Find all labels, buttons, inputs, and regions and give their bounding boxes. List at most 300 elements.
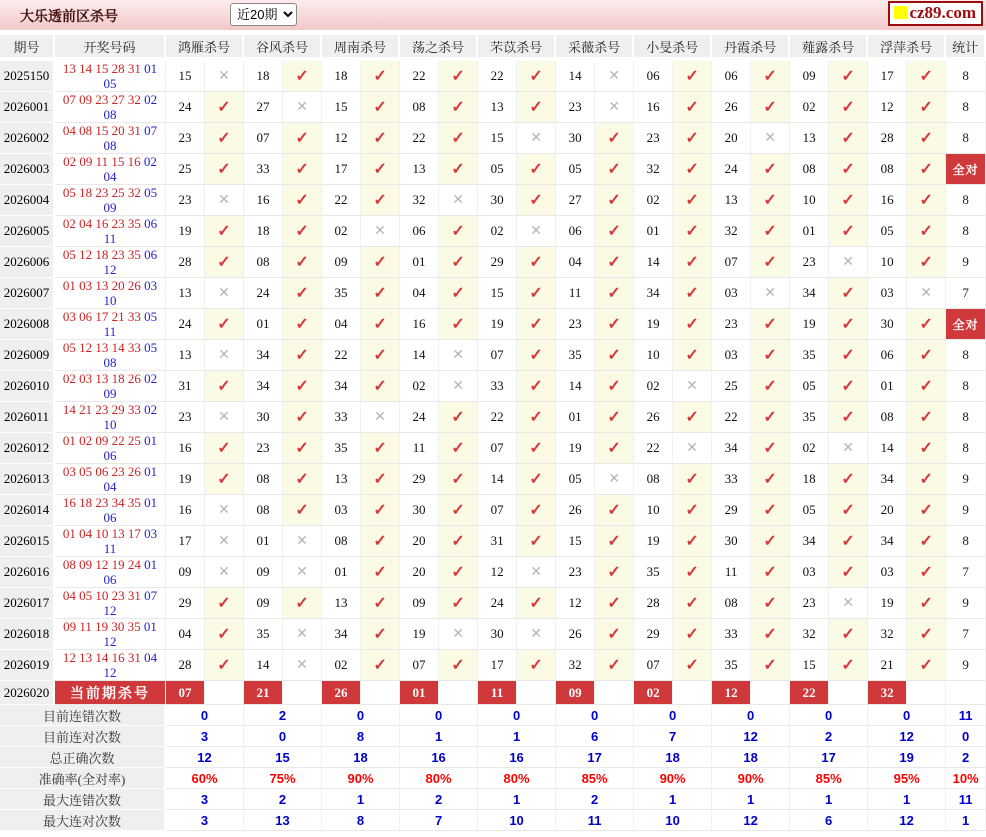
kill-result-cell bbox=[283, 340, 322, 371]
empty-cell bbox=[673, 681, 712, 705]
kill-number-cell: 12 bbox=[322, 123, 361, 154]
kill-result-cell bbox=[361, 92, 400, 123]
kill-number-cell: 34 bbox=[868, 464, 907, 495]
summary-value-cell: 8 bbox=[322, 810, 400, 831]
kill-number-cell: 20 bbox=[868, 495, 907, 526]
summary-value-cell: 80% bbox=[478, 768, 556, 789]
kill-result-cell bbox=[829, 495, 868, 526]
kill-number-cell: 08 bbox=[790, 154, 829, 185]
kill-number-cell: 09 bbox=[322, 247, 361, 278]
check-icon: ✓ bbox=[373, 378, 387, 395]
kill-number-cell: 02 bbox=[322, 650, 361, 681]
check-icon: ✓ bbox=[373, 285, 387, 302]
kill-number-cell: 30 bbox=[478, 185, 517, 216]
kill-number-cell: 33 bbox=[712, 619, 751, 650]
check-icon: ✓ bbox=[763, 68, 777, 85]
table-row bbox=[0, 588, 986, 619]
kill-result-cell bbox=[673, 464, 712, 495]
kill-result-cell bbox=[673, 92, 712, 123]
check-icon: ✓ bbox=[217, 595, 231, 612]
kill-result-cell bbox=[361, 619, 400, 650]
current-kill-number-cell: 02 bbox=[634, 681, 673, 705]
draw-numbers-cell bbox=[55, 433, 166, 464]
yellow-square-icon bbox=[894, 6, 907, 19]
kill-result-cell bbox=[673, 309, 712, 340]
kill-result-cell bbox=[595, 247, 634, 278]
kill-number-cell: 08 bbox=[244, 495, 283, 526]
kill-result-cell bbox=[439, 619, 478, 650]
summary-value-cell: 1 bbox=[478, 789, 556, 810]
kill-number-cell: 02 bbox=[634, 185, 673, 216]
kill-result-cell bbox=[361, 464, 400, 495]
stat-count-cell: 8 bbox=[946, 340, 986, 371]
check-icon: ✓ bbox=[373, 595, 387, 612]
period-cell: 2026016 bbox=[0, 557, 55, 588]
kill-result-cell bbox=[205, 464, 244, 495]
kill-result-cell bbox=[517, 371, 556, 402]
check-icon: ✓ bbox=[919, 254, 933, 271]
table-row bbox=[0, 340, 986, 371]
summary-value-cell: 0 bbox=[478, 705, 556, 726]
back-zone-number-1: 06 bbox=[144, 247, 158, 262]
kill-result-cell bbox=[829, 402, 868, 433]
summary-value-cell: 80% bbox=[400, 768, 478, 789]
kill-number-cell: 23 bbox=[556, 92, 595, 123]
current-kill-number-cell: 21 bbox=[244, 681, 283, 705]
period-cell: 2026008 bbox=[0, 309, 55, 340]
summary-value-cell: 1 bbox=[868, 789, 946, 810]
kill-result-cell bbox=[517, 464, 556, 495]
table-row bbox=[0, 216, 986, 247]
kill-number-cell: 34 bbox=[790, 278, 829, 309]
kill-number-cell: 26 bbox=[556, 619, 595, 650]
kill-number-cell: 24 bbox=[244, 278, 283, 309]
cross-icon: ✕ bbox=[374, 409, 386, 425]
kill-result-cell bbox=[829, 557, 868, 588]
site-logo-text: cz89.com bbox=[909, 3, 976, 22]
kill-result-cell bbox=[205, 588, 244, 619]
kill-number-cell: 33 bbox=[712, 464, 751, 495]
kill-number-cell: 01 bbox=[634, 216, 673, 247]
kill-result-cell bbox=[205, 154, 244, 185]
current-kill-number-cell: 22 bbox=[790, 681, 829, 705]
draw-numbers-cell bbox=[55, 123, 166, 154]
back-zone-number-2: 10 bbox=[103, 293, 117, 308]
check-icon: ✓ bbox=[763, 192, 777, 209]
check-icon: ✓ bbox=[763, 254, 777, 271]
check-icon: ✓ bbox=[373, 161, 387, 178]
kill-result-cell bbox=[283, 433, 322, 464]
kill-result-cell bbox=[829, 433, 868, 464]
kill-result-cell bbox=[205, 340, 244, 371]
check-icon: ✓ bbox=[919, 471, 933, 488]
kill-result-cell bbox=[829, 278, 868, 309]
kill-result-cell bbox=[595, 216, 634, 247]
draw-numbers-cell bbox=[55, 464, 166, 495]
kill-number-cell: 22 bbox=[478, 61, 517, 92]
kill-number-cell: 01 bbox=[556, 402, 595, 433]
cross-icon: ✕ bbox=[764, 130, 776, 146]
check-icon: ✓ bbox=[607, 533, 621, 550]
kill-result-cell bbox=[829, 216, 868, 247]
back-zone-number-2: 12 bbox=[103, 603, 117, 618]
kill-result-cell bbox=[595, 526, 634, 557]
kill-number-cell: 04 bbox=[322, 309, 361, 340]
front-zone-numbers: 01 03 13 20 26 bbox=[62, 278, 141, 293]
front-zone-numbers: 08 09 12 19 24 bbox=[62, 557, 141, 572]
empty-cell bbox=[361, 681, 400, 705]
kill-number-cell: 08 bbox=[712, 588, 751, 619]
check-icon: ✓ bbox=[763, 471, 777, 488]
kill-result-cell bbox=[439, 216, 478, 247]
kill-result-cell bbox=[751, 309, 790, 340]
front-zone-numbers: 16 18 23 34 35 bbox=[62, 495, 141, 510]
kill-number-cell: 02 bbox=[634, 371, 673, 402]
front-zone-numbers: 04 08 15 20 31 bbox=[62, 123, 141, 138]
period-cell: 2026005 bbox=[0, 216, 55, 247]
check-icon: ✓ bbox=[529, 254, 543, 271]
kill-number-cell: 11 bbox=[400, 433, 439, 464]
draw-numbers-cell bbox=[55, 371, 166, 402]
period-cell: 2026003 bbox=[0, 154, 55, 185]
kill-result-cell bbox=[205, 433, 244, 464]
kill-number-cell: 30 bbox=[400, 495, 439, 526]
summary-value-cell: 3 bbox=[166, 726, 244, 747]
table-row bbox=[0, 495, 986, 526]
kill-result-cell bbox=[205, 309, 244, 340]
check-icon: ✓ bbox=[685, 99, 699, 116]
col-header-expert: 芣苡杀号 bbox=[478, 35, 556, 61]
kill-number-cell: 17 bbox=[868, 61, 907, 92]
check-icon: ✓ bbox=[763, 564, 777, 581]
check-icon: ✓ bbox=[529, 440, 543, 457]
kill-number-cell: 05 bbox=[556, 154, 595, 185]
kill-result-cell bbox=[205, 557, 244, 588]
summary-value-cell: 90% bbox=[712, 768, 790, 789]
kill-number-cell: 04 bbox=[400, 278, 439, 309]
check-icon: ✓ bbox=[841, 347, 855, 364]
kill-number-cell: 34 bbox=[868, 526, 907, 557]
check-icon: ✓ bbox=[685, 68, 699, 85]
check-icon: ✓ bbox=[295, 223, 309, 240]
period-cell: 2026011 bbox=[0, 402, 55, 433]
check-icon: ✓ bbox=[529, 471, 543, 488]
current-kill-number-cell: 11 bbox=[478, 681, 517, 705]
kill-result-cell bbox=[205, 61, 244, 92]
front-zone-numbers: 07 09 23 27 32 bbox=[62, 92, 141, 107]
kill-number-cell: 10 bbox=[634, 340, 673, 371]
kill-number-cell: 30 bbox=[712, 526, 751, 557]
kill-number-cell: 07 bbox=[478, 340, 517, 371]
kill-number-cell: 05 bbox=[790, 371, 829, 402]
back-zone-number-1: 01 bbox=[144, 557, 158, 572]
kill-result-cell bbox=[907, 557, 946, 588]
kill-number-cell: 24 bbox=[712, 154, 751, 185]
kill-number-cell: 11 bbox=[556, 278, 595, 309]
check-icon: ✓ bbox=[919, 223, 933, 240]
check-icon: ✓ bbox=[373, 130, 387, 147]
cross-icon: ✕ bbox=[530, 564, 542, 580]
kill-result-cell bbox=[439, 92, 478, 123]
kill-number-cell: 07 bbox=[244, 123, 283, 154]
cross-icon: ✕ bbox=[374, 223, 386, 239]
check-icon: ✓ bbox=[217, 99, 231, 116]
kill-number-cell: 22 bbox=[400, 61, 439, 92]
check-icon: ✓ bbox=[607, 502, 621, 519]
kill-number-cell: 32 bbox=[634, 154, 673, 185]
summary-value-cell: 2 bbox=[400, 789, 478, 810]
check-icon: ✓ bbox=[685, 316, 699, 333]
summary-value-cell: 0 bbox=[790, 705, 868, 726]
check-icon: ✓ bbox=[919, 657, 933, 674]
check-icon: ✓ bbox=[295, 440, 309, 457]
current-period-row bbox=[0, 681, 986, 705]
period-cell: 2026009 bbox=[0, 340, 55, 371]
kill-number-cell: 07 bbox=[712, 247, 751, 278]
kill-number-cell: 18 bbox=[790, 464, 829, 495]
summary-value-cell: 12 bbox=[712, 810, 790, 831]
kill-result-cell bbox=[907, 588, 946, 619]
kill-result-cell bbox=[283, 309, 322, 340]
kill-number-cell: 24 bbox=[166, 309, 205, 340]
table-row bbox=[0, 309, 986, 340]
kill-number-cell: 19 bbox=[166, 464, 205, 495]
current-kill-number-cell: 07 bbox=[166, 681, 205, 705]
back-zone-number-2: 12 bbox=[103, 634, 117, 649]
draw-numbers-cell bbox=[55, 526, 166, 557]
kill-number-cell: 12 bbox=[556, 588, 595, 619]
summary-label: 准确率(全对率) bbox=[0, 768, 166, 789]
check-icon: ✓ bbox=[685, 502, 699, 519]
summary-value-cell: 90% bbox=[322, 768, 400, 789]
summary-value-cell: 10 bbox=[634, 810, 712, 831]
kill-result-cell bbox=[829, 588, 868, 619]
current-kill-number-cell: 09 bbox=[556, 681, 595, 705]
kill-number-cell: 35 bbox=[322, 433, 361, 464]
summary-value-cell: 10 bbox=[478, 810, 556, 831]
period-range-select[interactable] bbox=[230, 3, 297, 26]
kill-result-cell bbox=[673, 154, 712, 185]
kill-number-cell: 01 bbox=[790, 216, 829, 247]
cross-icon: ✕ bbox=[296, 657, 308, 673]
draw-numbers-cell bbox=[55, 154, 166, 185]
check-icon: ✓ bbox=[685, 626, 699, 643]
kill-number-cell: 30 bbox=[868, 309, 907, 340]
period-cell: 2025150 bbox=[0, 61, 55, 92]
summary-value-cell: 7 bbox=[634, 726, 712, 747]
check-icon: ✓ bbox=[217, 130, 231, 147]
draw-numbers-cell bbox=[55, 340, 166, 371]
draw-numbers-cell bbox=[55, 588, 166, 619]
kill-result-cell bbox=[283, 61, 322, 92]
kill-result-cell bbox=[751, 402, 790, 433]
check-icon: ✓ bbox=[607, 657, 621, 674]
kill-result-cell bbox=[829, 371, 868, 402]
kill-result-cell bbox=[361, 61, 400, 92]
check-icon: ✓ bbox=[529, 502, 543, 519]
kill-result-cell bbox=[205, 371, 244, 402]
col-header-expert: 周南杀号 bbox=[322, 35, 400, 61]
summary-value-cell: 1 bbox=[634, 789, 712, 810]
check-icon: ✓ bbox=[841, 161, 855, 178]
draw-numbers-cell bbox=[55, 557, 166, 588]
check-icon: ✓ bbox=[919, 99, 933, 116]
draw-numbers-cell bbox=[55, 402, 166, 433]
kill-result-cell bbox=[829, 650, 868, 681]
kill-result-cell bbox=[361, 433, 400, 464]
kill-result-cell bbox=[439, 588, 478, 619]
front-zone-numbers: 12 13 14 16 31 bbox=[62, 650, 141, 665]
check-icon: ✓ bbox=[763, 161, 777, 178]
col-header-expert: 谷风杀号 bbox=[244, 35, 322, 61]
check-icon: ✓ bbox=[295, 192, 309, 209]
summary-value-cell: 85% bbox=[790, 768, 868, 789]
cross-icon: ✕ bbox=[218, 192, 230, 208]
period-cell: 2026010 bbox=[0, 371, 55, 402]
check-icon: ✓ bbox=[607, 409, 621, 426]
kill-number-cell: 21 bbox=[868, 650, 907, 681]
kill-number-cell: 02 bbox=[478, 216, 517, 247]
kill-number-cell: 16 bbox=[400, 309, 439, 340]
back-zone-number-1: 05 bbox=[144, 340, 158, 355]
draw-numbers-cell bbox=[55, 61, 166, 92]
check-icon: ✓ bbox=[451, 564, 465, 581]
kill-number-cell: 33 bbox=[478, 371, 517, 402]
check-icon: ✓ bbox=[217, 316, 231, 333]
kill-result-cell bbox=[673, 526, 712, 557]
check-icon: ✓ bbox=[841, 68, 855, 85]
kill-result-cell bbox=[673, 619, 712, 650]
kill-result-cell bbox=[283, 650, 322, 681]
kill-result-cell bbox=[361, 588, 400, 619]
kill-result-cell bbox=[283, 123, 322, 154]
kill-result-cell bbox=[439, 154, 478, 185]
kill-number-cell: 32 bbox=[400, 185, 439, 216]
site-logo[interactable] bbox=[888, 1, 983, 26]
kill-result-cell bbox=[205, 123, 244, 154]
kill-number-cell: 23 bbox=[166, 402, 205, 433]
kill-result-cell bbox=[673, 588, 712, 619]
kill-number-cell: 30 bbox=[478, 619, 517, 650]
check-icon: ✓ bbox=[607, 316, 621, 333]
cross-icon: ✕ bbox=[608, 471, 620, 487]
period-cell: 2026013 bbox=[0, 464, 55, 495]
summary-value-cell: 12 bbox=[868, 726, 946, 747]
kill-number-cell: 24 bbox=[478, 588, 517, 619]
cross-icon: ✕ bbox=[218, 502, 230, 518]
kill-result-cell bbox=[907, 216, 946, 247]
kill-result-cell bbox=[283, 216, 322, 247]
kill-result-cell bbox=[829, 247, 868, 278]
kill-result-cell bbox=[673, 495, 712, 526]
front-zone-numbers: 09 11 19 30 35 bbox=[63, 619, 141, 634]
back-zone-number-1: 07 bbox=[144, 588, 158, 603]
kill-result-cell bbox=[283, 92, 322, 123]
current-kill-number-cell: 32 bbox=[868, 681, 907, 705]
check-icon: ✓ bbox=[763, 378, 777, 395]
back-zone-number-2: 06 bbox=[103, 572, 117, 587]
cross-icon: ✕ bbox=[452, 192, 464, 208]
kill-number-cell: 33 bbox=[322, 402, 361, 433]
summary-row bbox=[0, 810, 986, 831]
kill-number-cell: 15 bbox=[478, 123, 517, 154]
kill-result-cell bbox=[751, 278, 790, 309]
front-zone-numbers: 05 12 13 14 33 bbox=[62, 340, 141, 355]
summary-value-cell: 12 bbox=[712, 726, 790, 747]
draw-numbers-cell bbox=[55, 278, 166, 309]
kill-result-cell bbox=[517, 557, 556, 588]
check-icon: ✓ bbox=[919, 161, 933, 178]
kill-result-cell bbox=[829, 185, 868, 216]
kill-result-cell bbox=[283, 402, 322, 433]
period-cell: 2026019 bbox=[0, 650, 55, 681]
summary-value-cell: 0 bbox=[946, 726, 986, 747]
empty-cell bbox=[829, 681, 868, 705]
check-icon: ✓ bbox=[529, 316, 543, 333]
kill-result-cell bbox=[673, 433, 712, 464]
kill-number-cell: 01 bbox=[244, 526, 283, 557]
check-icon: ✓ bbox=[451, 68, 465, 85]
kill-number-cell: 17 bbox=[478, 650, 517, 681]
kill-number-cell: 14 bbox=[634, 247, 673, 278]
kill-number-cell: 34 bbox=[712, 433, 751, 464]
kill-result-cell bbox=[751, 588, 790, 619]
front-zone-numbers: 02 09 11 15 16 bbox=[63, 154, 141, 169]
empty-cell bbox=[595, 681, 634, 705]
check-icon: ✓ bbox=[451, 285, 465, 302]
kill-number-cell: 01 bbox=[868, 371, 907, 402]
kill-result-cell bbox=[283, 278, 322, 309]
kill-result-cell bbox=[907, 495, 946, 526]
table-row bbox=[0, 247, 986, 278]
check-icon: ✓ bbox=[919, 595, 933, 612]
kill-number-cell: 14 bbox=[556, 371, 595, 402]
kill-result-cell bbox=[829, 92, 868, 123]
check-icon: ✓ bbox=[841, 378, 855, 395]
check-icon: ✓ bbox=[217, 161, 231, 178]
summary-value-cell: 2 bbox=[556, 789, 634, 810]
check-icon: ✓ bbox=[763, 316, 777, 333]
current-period-banner: 当前期杀号 bbox=[55, 681, 166, 705]
summary-value-cell: 1 bbox=[322, 789, 400, 810]
empty-cell bbox=[205, 681, 244, 705]
kill-result-cell bbox=[751, 61, 790, 92]
kill-number-cell: 15 bbox=[556, 526, 595, 557]
kill-number-cell: 12 bbox=[868, 92, 907, 123]
back-zone-number-1: 05 bbox=[144, 185, 158, 200]
kill-result-cell bbox=[907, 123, 946, 154]
back-zone-number-2: 06 bbox=[103, 510, 117, 525]
summary-label: 最大连对次数 bbox=[0, 810, 166, 831]
stat-count-cell: 8 bbox=[946, 123, 986, 154]
kill-number-cell: 34 bbox=[634, 278, 673, 309]
kill-number-cell: 06 bbox=[712, 61, 751, 92]
kill-result-cell bbox=[673, 402, 712, 433]
kill-result-cell bbox=[439, 650, 478, 681]
summary-value-cell: 0 bbox=[244, 726, 322, 747]
summary-value-cell: 0 bbox=[166, 705, 244, 726]
kill-number-cell: 20 bbox=[400, 557, 439, 588]
check-icon: ✓ bbox=[451, 595, 465, 612]
kill-number-cell: 24 bbox=[400, 402, 439, 433]
kill-number-cell: 34 bbox=[322, 619, 361, 650]
cross-icon: ✕ bbox=[920, 285, 933, 301]
kill-result-cell bbox=[517, 278, 556, 309]
kill-number-cell: 06 bbox=[556, 216, 595, 247]
back-zone-number-1: 03 bbox=[144, 526, 158, 541]
table-row bbox=[0, 650, 986, 681]
kill-number-cell: 19 bbox=[634, 309, 673, 340]
